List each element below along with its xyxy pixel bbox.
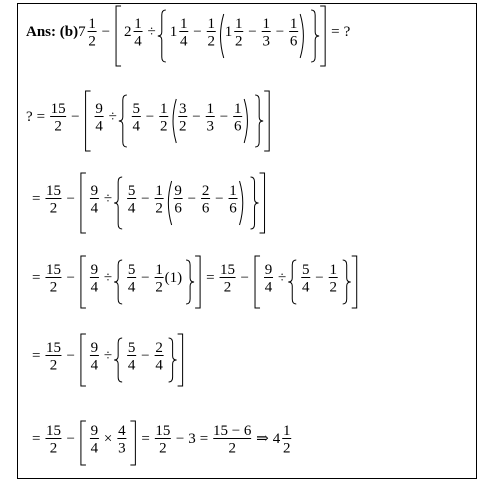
math-operator: =	[199, 431, 209, 447]
numerator: 9	[95, 101, 103, 117]
right-bracket	[251, 177, 259, 229]
fraction	[45, 340, 61, 374]
numerator: 15	[220, 262, 236, 278]
numerator: 5	[302, 262, 310, 278]
mixed-number	[225, 16, 244, 50]
bracket-group	[114, 177, 258, 229]
right-bracket	[130, 421, 135, 465]
right-bracket	[255, 95, 263, 147]
bracket-group	[168, 181, 242, 225]
left-bracket	[119, 95, 127, 147]
bracket-group	[116, 6, 325, 66]
math-operator: −	[275, 24, 285, 40]
numerator: 15	[45, 262, 61, 278]
math-operator: ÷	[103, 270, 113, 286]
math-operator: ÷	[278, 270, 287, 286]
math-operator: −	[219, 109, 229, 125]
math-operator: −	[71, 109, 80, 125]
numerator: 5	[127, 340, 136, 356]
fraction	[155, 183, 164, 217]
left-bracket	[288, 260, 296, 304]
denominator: 4	[264, 279, 273, 296]
denominator: 4	[90, 357, 99, 374]
fraction	[155, 423, 171, 457]
bracket-group	[173, 99, 247, 143]
denominator: 2	[88, 33, 96, 50]
numerator: 2	[155, 340, 163, 356]
math-operator: ⇒	[256, 431, 269, 447]
numerator: 9	[264, 262, 273, 278]
right-bracket	[260, 173, 265, 233]
math-operator: =	[32, 270, 41, 286]
right-bracket	[240, 181, 243, 225]
math-operator: ÷	[103, 191, 113, 207]
math-operator: −	[215, 191, 224, 207]
numerator: 1	[234, 16, 243, 32]
denominator: 4	[155, 357, 163, 374]
math-operator: −	[66, 431, 75, 447]
fraction	[289, 16, 298, 50]
numerator: 9	[174, 183, 182, 199]
bracket-group	[158, 10, 319, 62]
fraction	[127, 262, 136, 296]
right-bracket	[343, 260, 351, 304]
bracket-group	[220, 14, 303, 58]
fraction	[90, 340, 99, 374]
denominator: 2	[223, 279, 232, 296]
math-operator: −	[101, 24, 111, 40]
numerator: 15	[50, 101, 66, 117]
math-operator: ÷	[108, 109, 117, 125]
fraction	[329, 262, 338, 296]
fraction	[90, 183, 99, 217]
right-bracket	[195, 256, 200, 308]
math-term: ?	[343, 24, 351, 40]
denominator: 4	[127, 357, 136, 374]
left-bracket	[173, 99, 176, 143]
denominator: 4	[90, 440, 99, 457]
denominator: 2	[329, 279, 337, 296]
equation-line-4	[32, 256, 357, 308]
mixed-number	[273, 423, 292, 457]
denominator: 2	[49, 440, 58, 457]
numerator: 1	[206, 101, 214, 117]
numerator: 9	[90, 340, 99, 356]
denominator: 2	[49, 200, 58, 217]
numerator: 5	[127, 262, 136, 278]
fraction	[213, 423, 252, 457]
mixed-number	[170, 16, 189, 50]
numerator: 1	[233, 101, 242, 117]
numerator: 1	[329, 262, 337, 278]
math-operator: −	[66, 270, 75, 286]
denominator: 2	[159, 440, 167, 457]
right-bracket	[300, 14, 303, 58]
math-operator: ÷	[147, 24, 156, 40]
math-operator: =	[331, 24, 340, 40]
whole-part: 1	[224, 24, 233, 40]
numerator: 1	[282, 423, 291, 439]
math-operator: −	[66, 191, 75, 207]
right-bracket	[352, 256, 357, 308]
numerator: 1	[180, 16, 188, 32]
whole-part: 7	[78, 24, 86, 40]
left-bracket	[114, 338, 122, 382]
fraction	[127, 183, 136, 217]
bracket-group	[114, 338, 176, 382]
mixed-number	[124, 16, 143, 50]
fraction	[262, 16, 271, 50]
math-operator: =	[36, 109, 46, 125]
denominator: 2	[155, 279, 163, 296]
left-bracket	[81, 421, 86, 465]
whole-part: 4	[272, 431, 281, 447]
numerator: 1	[229, 183, 237, 199]
math-operator: −	[141, 348, 150, 364]
denominator: 2	[207, 33, 215, 50]
fraction	[132, 101, 141, 135]
fraction	[229, 183, 238, 217]
equation-line-5	[32, 334, 183, 386]
denominator: 6	[201, 200, 210, 217]
numerator: 1	[155, 262, 163, 278]
left-bracket	[220, 14, 223, 58]
denominator: 3	[206, 118, 214, 135]
math-operator: =	[32, 431, 41, 447]
math-operator: ÷	[103, 348, 113, 364]
numerator: 15	[45, 423, 61, 439]
math-operator: =	[206, 270, 215, 286]
equation-line-3	[32, 173, 265, 233]
denominator: 4	[180, 33, 188, 50]
math-operator: =	[141, 431, 150, 447]
math-operator: −	[315, 270, 324, 286]
math-operator: −	[248, 24, 257, 40]
denominator: 4	[90, 279, 99, 296]
fraction	[301, 262, 310, 296]
math-operator: −	[145, 109, 155, 125]
numerator: 5	[132, 101, 141, 117]
whole-part: 1	[169, 24, 178, 40]
math-operator: −	[193, 24, 202, 40]
denominator: 2	[49, 279, 58, 296]
denominator: 6	[229, 200, 237, 217]
fraction	[264, 262, 273, 296]
solution-box	[17, 3, 477, 479]
numerator: 15	[45, 183, 61, 199]
math-operator: −	[240, 270, 250, 286]
math-operator: =	[32, 348, 41, 364]
math-operator: −	[141, 191, 150, 207]
denominator: 2	[234, 33, 243, 50]
denominator: 2	[282, 440, 291, 457]
numerator: 15 − 6	[212, 423, 252, 439]
denominator: 4	[90, 200, 99, 217]
math-operator: −	[187, 191, 197, 207]
denominator: 4	[95, 118, 103, 135]
numerator: 9	[90, 183, 99, 199]
numerator: 4	[118, 423, 126, 439]
numerator: 9	[90, 423, 99, 439]
bracket-group	[81, 334, 183, 386]
fraction	[207, 16, 216, 50]
math-operator: −	[175, 431, 185, 447]
fraction	[45, 423, 61, 457]
left-bracket	[114, 177, 122, 229]
bracket-group	[255, 256, 357, 308]
numerator: 1	[160, 101, 168, 117]
fraction	[90, 423, 99, 457]
bracket-group	[86, 91, 270, 151]
math-operator: −	[192, 109, 201, 125]
denominator: 4	[132, 118, 141, 135]
left-bracket	[114, 260, 122, 304]
right-bracket	[178, 334, 183, 386]
bracket-group	[288, 260, 350, 304]
denominator: 2	[160, 118, 168, 135]
fraction	[45, 262, 61, 296]
denominator: 2	[228, 440, 236, 457]
denominator: 4	[127, 200, 136, 217]
equation-line-2	[26, 91, 269, 151]
numerator: 9	[90, 262, 99, 278]
denominator: 6	[233, 118, 242, 135]
left-bracket	[86, 91, 91, 151]
fraction	[90, 262, 99, 296]
fraction	[206, 101, 215, 135]
left-bracket	[255, 256, 260, 308]
right-bracket	[169, 338, 177, 382]
numerator: 1	[88, 16, 96, 32]
left-bracket	[81, 334, 86, 386]
numerator: 5	[127, 183, 136, 199]
fraction	[155, 340, 164, 374]
bracket-group	[119, 95, 263, 147]
solution-math	[18, 4, 478, 480]
equation-line-6	[32, 421, 291, 465]
denominator: 2	[155, 200, 163, 217]
left-bracket	[81, 173, 86, 233]
math-operator: −	[66, 348, 75, 364]
bracket-group	[81, 173, 265, 233]
denominator: 2	[49, 357, 58, 374]
fraction	[220, 262, 236, 296]
fraction	[233, 101, 242, 135]
denominator: 3	[262, 33, 270, 50]
fraction	[201, 183, 210, 217]
fraction	[127, 340, 136, 374]
left-bracket	[81, 256, 86, 308]
left-bracket	[168, 181, 171, 225]
math-operator: =	[32, 191, 41, 207]
bracket-group	[114, 260, 194, 304]
bracket-group	[81, 421, 135, 465]
numerator: 1	[289, 16, 298, 32]
left-bracket	[158, 10, 166, 62]
denominator: 6	[174, 200, 182, 217]
right-bracket	[186, 260, 194, 304]
math-term: ?	[26, 109, 33, 125]
fraction	[155, 262, 164, 296]
whole-part: 2	[124, 24, 132, 40]
denominator: 2	[179, 118, 187, 135]
answer-label: Ans: (b)	[26, 24, 79, 40]
fraction	[117, 423, 126, 457]
denominator: 3	[118, 440, 126, 457]
fraction	[45, 183, 61, 217]
math-term: 3	[188, 431, 196, 447]
right-bracket	[320, 6, 325, 66]
fraction	[178, 101, 187, 135]
numerator: 2	[201, 183, 210, 199]
right-bracket	[311, 10, 319, 62]
right-bracket	[264, 91, 269, 151]
numerator: 1	[207, 16, 215, 32]
fraction	[159, 101, 168, 135]
denominator: 6	[289, 33, 298, 50]
math-operator: −	[141, 270, 150, 286]
numerator: 15	[45, 340, 61, 356]
bracket-group	[81, 256, 200, 308]
left-bracket	[116, 6, 121, 66]
denominator: 2	[54, 118, 62, 135]
fraction	[50, 101, 66, 135]
numerator: 1	[262, 16, 270, 32]
math-operator: ×	[103, 431, 113, 447]
denominator: 4	[127, 279, 136, 296]
numerator: 1	[134, 16, 142, 32]
fraction	[174, 183, 183, 217]
mixed-number	[78, 16, 97, 50]
numerator: 3	[179, 101, 187, 117]
denominator: 4	[134, 33, 142, 50]
math-term: (1)	[164, 270, 183, 286]
numerator: 15	[155, 423, 171, 439]
denominator: 4	[302, 279, 310, 296]
equation-line-1	[26, 6, 351, 66]
fraction	[95, 101, 104, 135]
numerator: 1	[155, 183, 163, 199]
right-bracket	[244, 99, 247, 143]
